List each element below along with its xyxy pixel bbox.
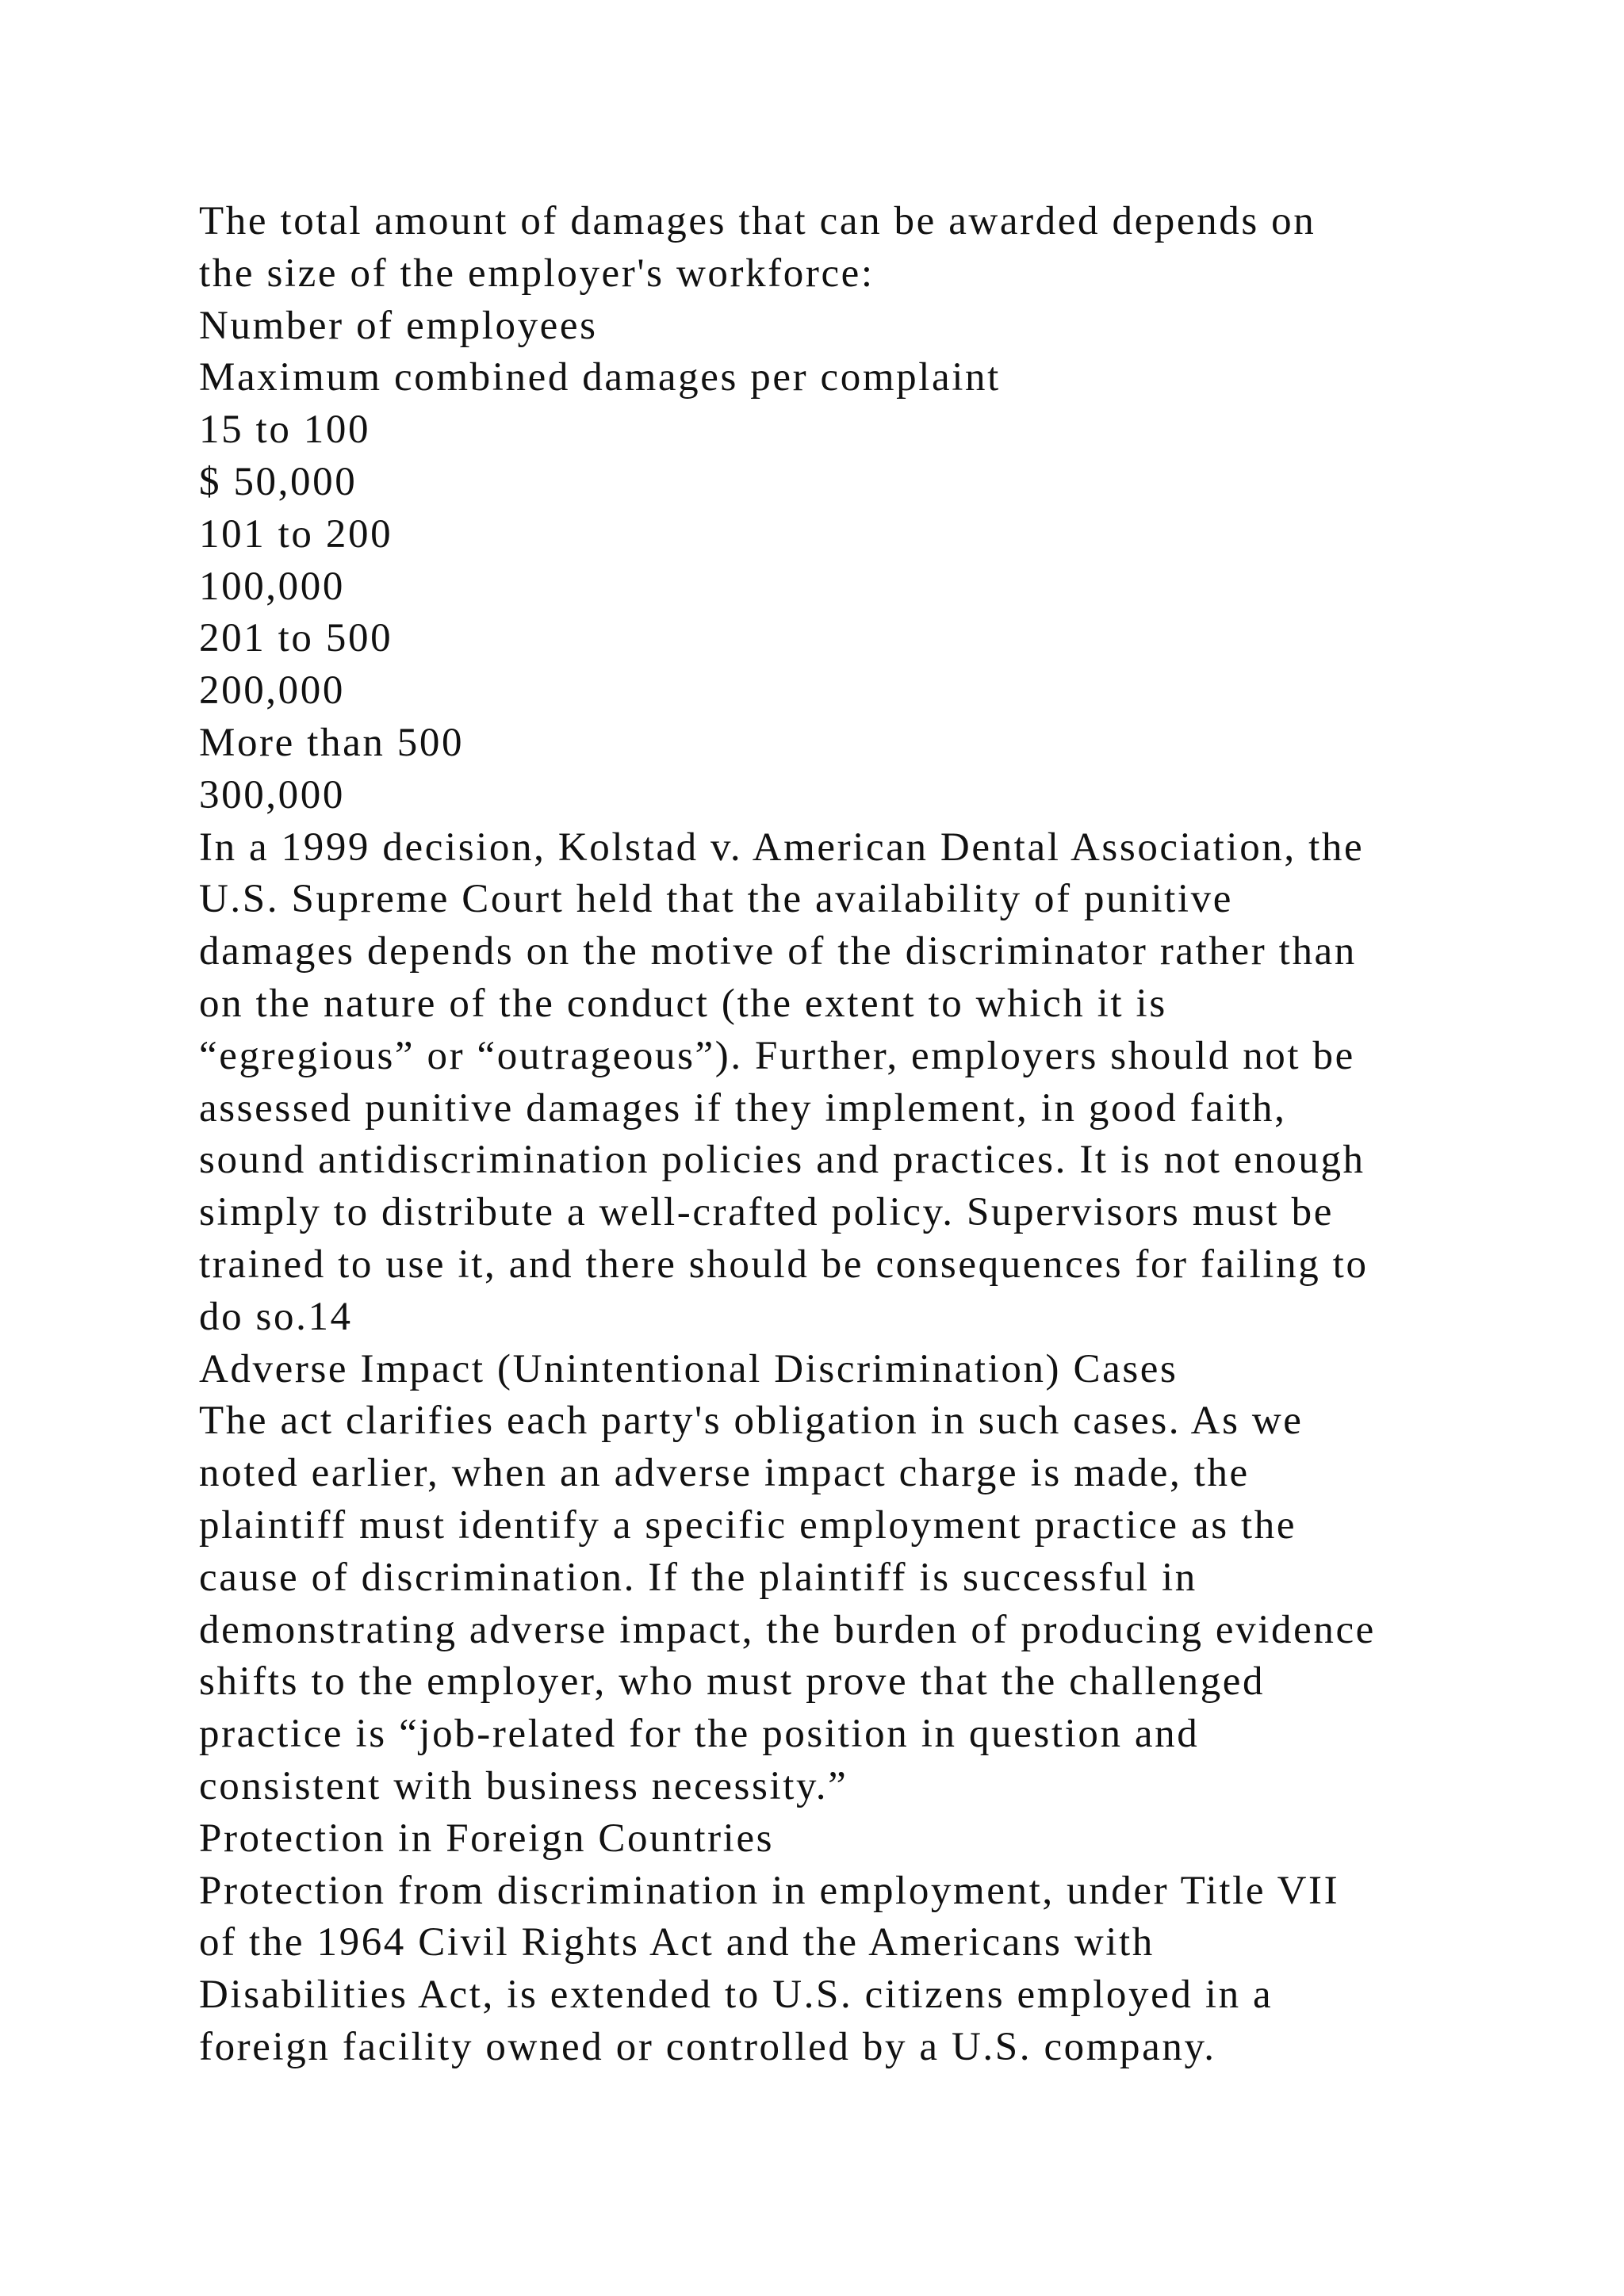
text-line: foreign facility owned or controlled by a U.S. company. <box>199 2024 1216 2069</box>
document-text <box>199 196 1531 2074</box>
text-line: Disabilities Act, is extended to U.S. citizens employed in a <box>199 1973 1274 2018</box>
table-cell-employees: 201 to 500 <box>199 616 393 661</box>
text-line: damages depends on the motive of the discriminator rather than <box>199 929 1357 974</box>
table-header-employees: Number of employees <box>199 303 598 348</box>
text-line: sound antidiscrimination policies and practices. It is not enough <box>199 1138 1365 1183</box>
text-line: “egregious” or “outrageous”). Further, employers should not be <box>199 1033 1355 1078</box>
table-cell-damages: 300,000 <box>199 772 345 817</box>
table-cell-employees: More than 500 <box>199 720 465 765</box>
table-cell-employees: 101 to 200 <box>199 511 393 557</box>
text-line: of the 1964 Civil Rights Act and the Americans with <box>199 1920 1155 1965</box>
text-line: plaintiff must identify a specific employment practice as the <box>199 1502 1297 1548</box>
table-header-damages: Maximum combined damages per complaint <box>199 355 1001 400</box>
text-line: The total amount of damages that can be awarded depends on <box>199 199 1316 243</box>
text-line: on the nature of the conduct (the extent to which it is <box>199 981 1167 1026</box>
text-line: demonstrating adverse impact, the burden of producing evidence <box>199 1607 1376 1652</box>
text-line: The act clarifies each party's obligation in such cases. As we <box>199 1399 1304 1444</box>
text-line: do so.14 <box>199 1294 353 1339</box>
text-line: consistent with business necessity.” <box>199 1763 848 1808</box>
text-line: noted earlier, when an adverse impact charge is made, the <box>199 1451 1250 1496</box>
text-line: U.S. Supreme Court held that the availability of punitive <box>199 877 1233 922</box>
table-cell-damages: 200,000 <box>199 668 345 714</box>
text-line: In a 1999 decision, Kolstad v. American Dental Association, the <box>199 825 1365 870</box>
table-cell-employees: 15 to 100 <box>199 408 371 453</box>
table-cell-damages: $ 50,000 <box>199 459 358 504</box>
table-cell-damages: 100,000 <box>199 564 345 609</box>
section-heading: Protection in Foreign Countries <box>199 1816 775 1861</box>
text-line: the size of the employer's workforce: <box>199 251 875 296</box>
text-line: practice is “job-related for the position in question and <box>199 1712 1200 1757</box>
text-line: simply to distribute a well-crafted policy. Supervisors must be <box>199 1190 1335 1235</box>
text-line: cause of discrimination. If the plaintiff is successful in <box>199 1555 1197 1600</box>
text-line: Protection from discrimination in employment, under Title VII <box>199 1868 1340 1913</box>
text-line: assessed punitive damages if they implement, in good faith, <box>199 1085 1287 1131</box>
text-line: shifts to the employer, who must prove that the challenged <box>199 1659 1266 1705</box>
text-line: trained to use it, and there should be consequences for failing to <box>199 1242 1369 1287</box>
section-heading: Adverse Impact (Unintentional Discrimination) Cases <box>199 1346 1178 1391</box>
